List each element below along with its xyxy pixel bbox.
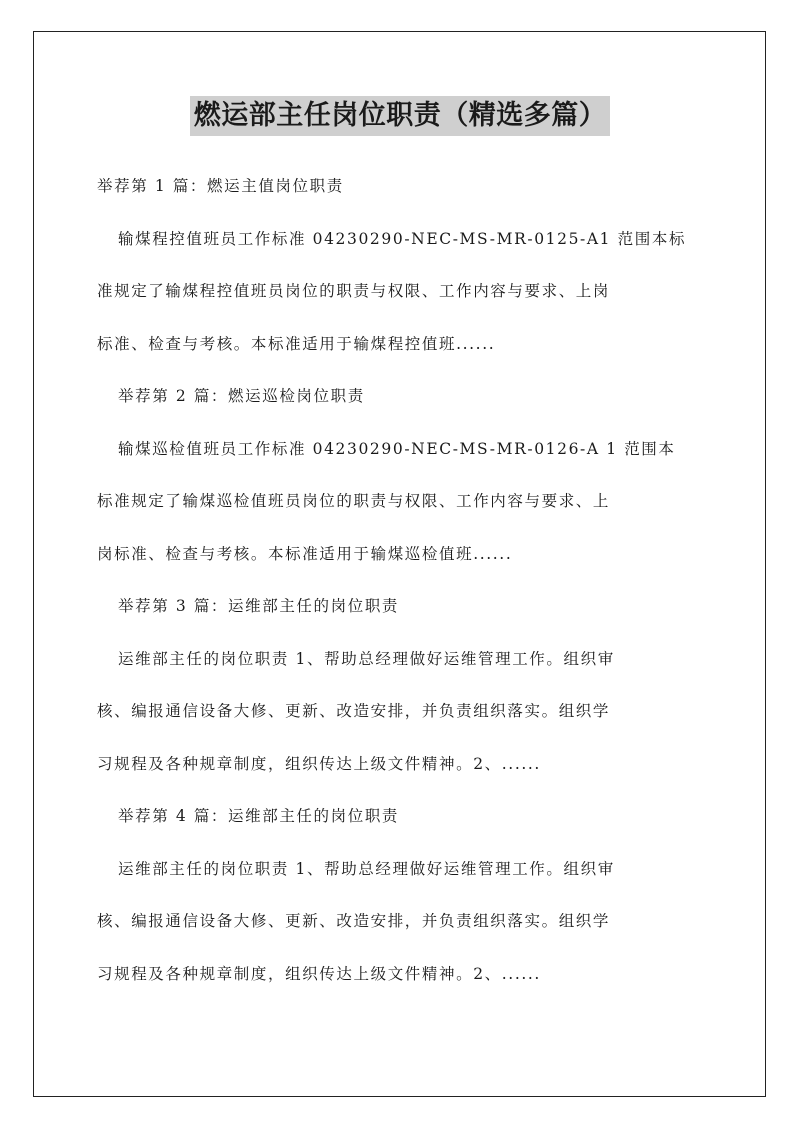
section-heading: 举荐第 3 篇：运维部主任的岗位职责 xyxy=(118,597,400,615)
section-heading: 举荐第 1 篇：燃运主值岗位职责 xyxy=(97,177,344,195)
paragraph-line: 输煤巡检值班员工作标准 04230290-NEC-MS-MR-0126-A 1 范围本 xyxy=(118,439,676,458)
paragraph-line: 习规程及各种规章制度，组织传达上级文件精神。2、...... xyxy=(97,754,541,773)
document-title: 燃运部主任岗位职责（精选多篇） xyxy=(190,96,611,136)
paragraph-line: 核、编报通信设备大修、更新、改造安排，并负责组织落实。组织学 xyxy=(97,702,611,720)
section-1 xyxy=(97,168,707,378)
paragraph-line: 标准规定了输煤巡检值班员岗位的职责与权限、工作内容与要求、上 xyxy=(97,492,611,510)
section-heading: 举荐第 4 篇：运维部主任的岗位职责 xyxy=(118,807,400,825)
paragraph-line: 运维部主任的岗位职责 1、帮助总经理做好运维管理工作。组织审 xyxy=(118,649,615,668)
paragraph-line: 岗标准、检查与考核。本标准适用于输煤巡检值班...... xyxy=(97,544,513,563)
section-2 xyxy=(97,378,707,588)
paragraph-line: 标准、检查与考核。本标准适用于输煤程控值班...... xyxy=(97,334,496,353)
paragraph-line: 输煤程控值班员工作标准 04230290-NEC-MS-MR-0125-A1 范围本标 xyxy=(118,229,687,248)
paragraph-line: 习规程及各种规章制度，组织传达上级文件精神。2、...... xyxy=(97,964,541,983)
paragraph-line: 准规定了输煤程控值班员岗位的职责与权限、工作内容与要求、上岗 xyxy=(97,282,611,300)
section-heading: 举荐第 2 篇：燃运巡检岗位职责 xyxy=(118,387,365,405)
title-container xyxy=(0,96,800,136)
section-4 xyxy=(97,798,707,1008)
document-body xyxy=(97,168,707,1008)
section-3 xyxy=(97,588,707,798)
paragraph-line: 核、编报通信设备大修、更新、改造安排，并负责组织落实。组织学 xyxy=(97,912,611,930)
paragraph-line: 运维部主任的岗位职责 1、帮助总经理做好运维管理工作。组织审 xyxy=(118,859,615,878)
